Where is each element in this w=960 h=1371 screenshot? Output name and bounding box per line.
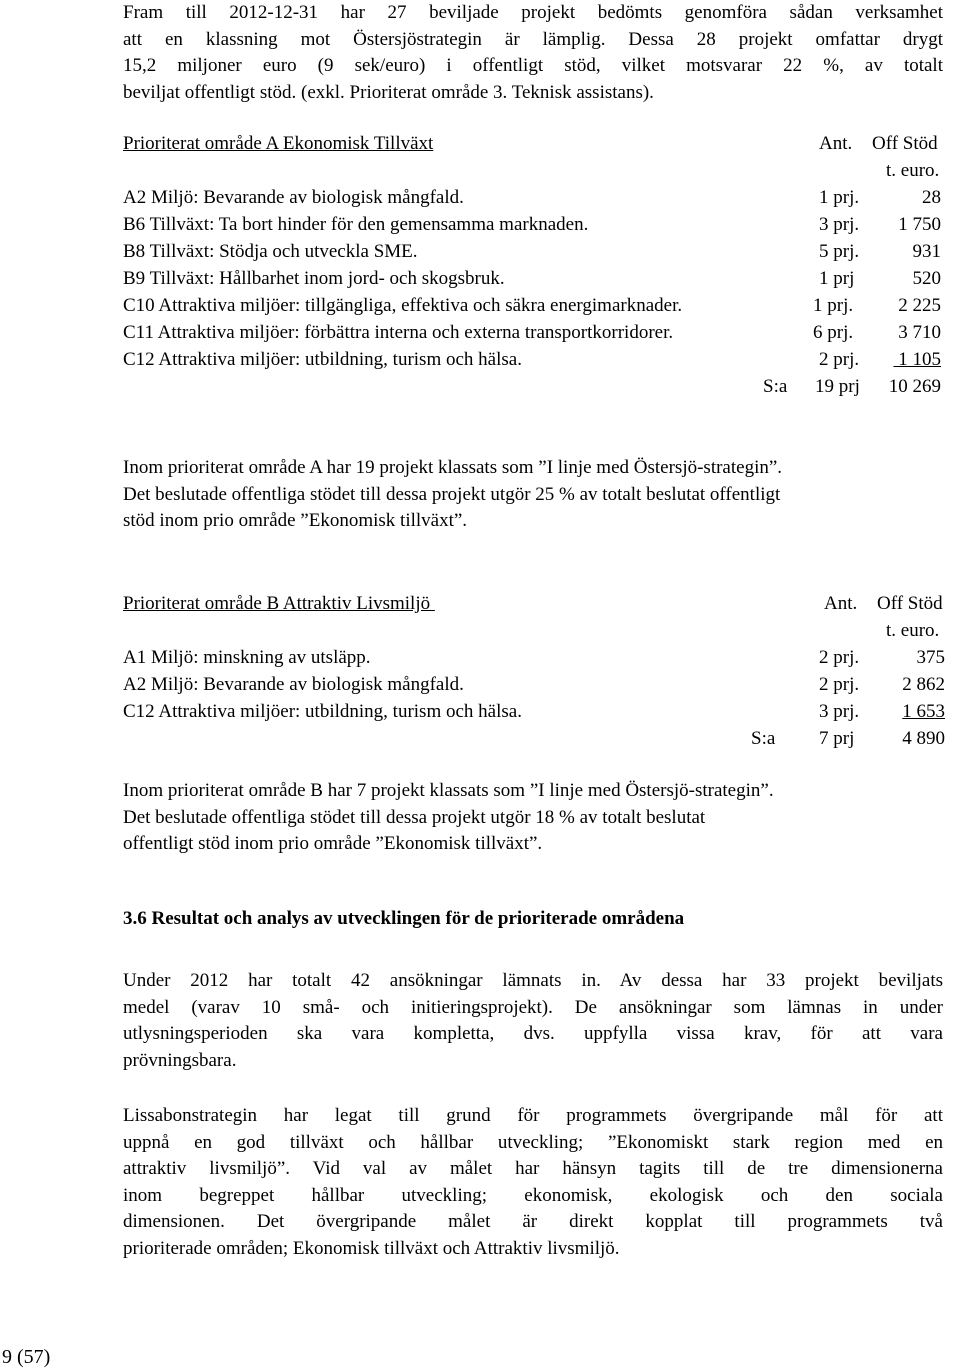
row-label: C12 Attraktiva miljöer: utbildning, turism och hälsa. [123,349,522,370]
row-label: C11 Attraktiva miljöer: förbättra interna och externa transportkorridorer. [123,322,674,343]
intro-line: Fram till 2012-12-31 har 27 beviljade projekt bedömts genomföra sådan verksamhet [123,2,943,23]
intro-line: att en klassning mot Östersjöstrategin är lämplig. Dessa 28 projekt omfattar drygt [123,28,943,50]
sum-count: 7 prj [819,728,855,749]
table-row [123,322,945,348]
section-heading: 3.6 Resultat och analys av utvecklingen för de prioriterade områdena [123,908,685,929]
intro-line: beviljat offentligt stöd. (exkl. Prioriterat område 3. Teknisk assistans). [123,81,654,103]
row-count: 5 prj. [819,241,860,262]
paragraph-line: stöd inom prio område ”Ekonomisk tillväxt”. [123,510,468,531]
row-label: A1 Miljö: minskning av utsläpp. [123,647,371,668]
row-value: 1 750 [898,214,941,235]
row-value: 2 225 [898,295,941,316]
paragraph-line: prioriterade områden; Ekonomisk tillväxt och Attraktiv livsmiljö. [123,1237,620,1259]
row-count: 3 prj. [819,701,860,722]
sum-label: S:a [763,376,788,397]
paragraph-line: offentligt stöd inom prio område ”Ekonomisk tillväxt”. [123,833,543,854]
row-count: 3 prj. [819,214,860,235]
sum-value: 10 269 [888,376,941,397]
paragraph-line: Det beslutade offentliga stödet till dessa projekt utgör 18 % av totalt beslutat [123,806,706,828]
table-row [123,701,945,727]
paragraph-line: dimensionen. Det övergripande målet är direkt kopplat till programmets två [123,1211,943,1232]
table-row [123,647,945,673]
table-row [123,674,945,700]
row-label: C10 Attraktiva miljöer: tillgängliga, effektiva och säkra energimarknader. [123,295,683,316]
row-value: 1 653 [902,701,945,722]
table-a-col-unit: t. euro. [886,160,940,181]
table-a-col-ant: Ant. [819,133,853,154]
table-a-col-stod: Off Stöd [872,133,938,154]
paragraph-line: utlysningsperioden ska vara kompletta, dvs. uppfylla vissa krav, för att vara [123,1023,943,1044]
row-label: A2 Miljö: Bevarande av biologisk mångfald. [123,674,464,695]
row-count: 1 prj. [819,187,860,208]
table-a-title: Prioriterat område A Ekonomisk Tillväxt [123,133,434,154]
paragraph-line: Inom prioriterat område B har 7 projekt klassats som ”I linje med Östersjö-strategin”. [123,780,774,801]
intro-line: 15,2 miljoner euro (9 sek/euro) i offentligt stöd, vilket motsvarar 22 %, av totalt [123,55,943,76]
paragraph-line: prövningsbara. [123,1049,237,1071]
row-label: B8 Tillväxt: Stödja och utveckla SME. [123,241,418,262]
row-value: 3 710 [898,322,941,343]
row-count: 1 prj [819,268,855,289]
row-value: 28 [922,187,941,208]
paragraph-line: inom begreppet hållbar utveckling; ekonomisk, ekologisk och den sociala [123,1184,943,1206]
row-label: B6 Tillväxt: Ta bort hinder för den gemensamma marknaden. [123,214,589,235]
row-value: 1 105 [893,349,941,370]
row-label: A2 Miljö: Bevarande av biologisk mångfald. [123,187,464,208]
intro-paragraph [123,0,943,106]
table-row [123,295,945,321]
table-b-col-unit: t. euro. [886,620,940,641]
table-b-title: Prioriterat område B Attraktiv Livsmiljö [123,593,435,614]
row-count: 2 prj. [819,349,860,370]
paragraph-line: Lissabonstrategin har legat till grund för programmets övergripande mål för att [123,1105,943,1126]
table-sum-row [123,728,945,754]
table-row [123,187,945,213]
row-value: 375 [916,647,945,668]
row-value: 520 [912,268,941,289]
paragraph-a [123,455,782,535]
row-count: 2 prj. [819,647,860,668]
paragraph-line: medel (varav 10 små- och initieringsprojekt). De ansökningar som lämnas in under [123,996,943,1018]
row-label: C12 Attraktiva miljöer: utbildning, turism och hälsa. [123,701,522,722]
page-number: 9 (57) [2,1346,51,1368]
paragraph-line: Det beslutade offentliga stödet till dessa projekt utgör 25 % av totalt beslutat offentligt [123,483,781,505]
paragraph-line: Inom prioriterat område A har 19 projekt klassats som ”I linje med Östersjö-strategin”. [123,457,783,478]
paragraph-b [123,778,774,858]
table-b-col-ant: Ant. [824,593,858,614]
paragraph-line: Under 2012 har totalt 42 ansökningar lämnats in. Av dessa har 33 projekt beviljats [123,970,943,991]
row-value: 931 [912,241,941,262]
paragraph-line: attraktiv livsmiljö”. Vid val av målet har hänsyn tagits till de tre dimensionerna [123,1158,943,1179]
table-row [123,214,945,240]
table-row [123,241,945,267]
row-count: 1 prj. [813,295,854,316]
table-row [123,349,945,375]
row-count: 6 prj. [813,322,854,343]
sum-label: S:a [751,728,776,749]
paragraph-line: uppnå en god tillväxt och hållbar utveckling; ”Ekonomiskt stark region med en [123,1131,943,1153]
row-label: B9 Tillväxt: Hållbarhet inom jord- och skogsbruk. [123,268,505,289]
row-value: 2 862 [902,674,945,695]
sum-value: 4 890 [902,728,945,749]
table-b-col-stod: Off Stöd [877,593,943,614]
table-row [123,268,945,294]
section-paragraph-2 [123,1103,943,1262]
sum-count: 19 prj [815,376,860,397]
section-paragraph-1 [123,968,943,1074]
row-count: 2 prj. [819,674,860,695]
table-sum-row [123,376,945,402]
